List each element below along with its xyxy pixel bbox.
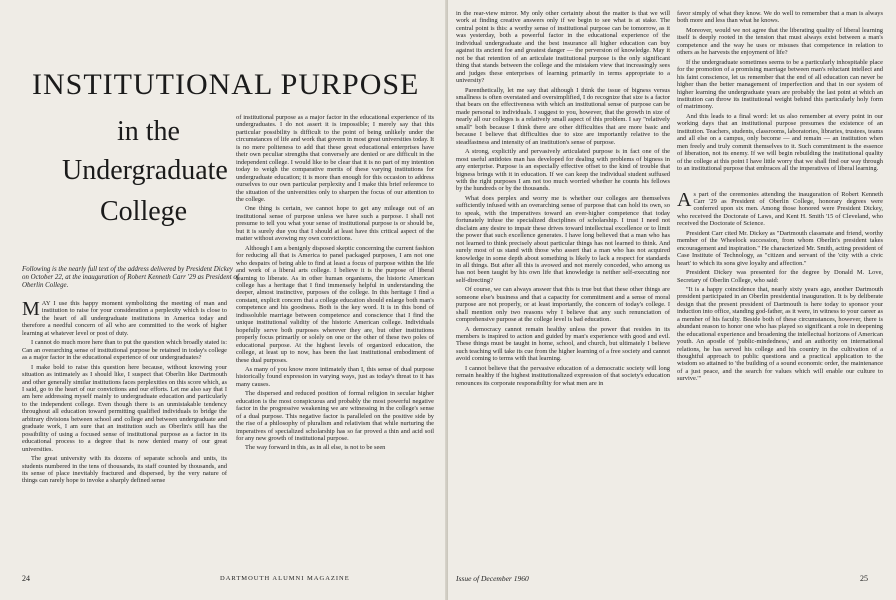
paragraph: Moreover, would we not agree that the liberating quality of liberal learning itself is deeply rooted in the tension that must always exist between a man's competence and the way he uses or misuses that competence in relation to others as he harvests the enjoyment of life? [677, 26, 883, 57]
article-intro: Following is the nearly full text of the address delivered by President Dickey on October 22, at the inauguration of Robert Kenneth Carr '29 as President of Oberlin College. [22, 266, 239, 289]
article-title-in: in the [117, 116, 180, 147]
article-title-line1: INSTITUTIONAL PURPOSE [32, 68, 420, 101]
paragraph: And this leads to a final word: let us also remember at every point in our working days that an institutional purpose presumes the existence of an institution. Teachers, students, classrooms, laboratories, libraries, trustees, teams and all else on a campus, only become — and remain — an institution when men freely and truly commit themselves to it. Such commitment is the essence of liberation, not its enemy. If we will begin rebuilding the institutional quality of the college at this point I have little worry that we shall find our way through to an institutional purpose that embraces all the imperatives of liberal learning. [677, 112, 883, 173]
paragraph: President Dickey was presented for the degree by Donald M. Love, Secretary of Oberlin College, who said: [677, 269, 883, 284]
issue-label: Issue of December 1960 [456, 574, 529, 583]
drop-cap: M [22, 298, 40, 320]
drop-cap: A [677, 188, 692, 211]
paragraph: in the rear-view mirror. My only other certainty about the matter is that we will work at finding creative answers only if we begin to see what is at stake. The central point is this: a worthy sense of institutional purpose can be tomorrow, as it was yesterday, both a powerful factor in the educational experience of the individual undergraduate and the best insurance all higher education can buy against its ancient foe and greatest danger — the perversion of knowledge. May it not be that retention of an articulate institutional purpose is the only significant thing that stands between the college and the mistaken view that increasingly sees and judges these enterprises of learning primarily in terms appropriate to a university? [456, 10, 670, 85]
paragraph: As many of you know more intimately than I, this sense of dual purpose historically found expression in varying ways, just as today's threat to it has many causes. [236, 365, 434, 388]
paragraph: President Carr cited Mr. Dickey as "Dartmouth classmate and friend, worthy member of the Wheelock succession, from whom Oberlin's president takes encouragement and inspiration." He characterized Mr. Smith, acting president of Case Institute of Technology, as "citizen and servant of the 'city with a civic heart' to which its sons give loyalty and affection." [677, 229, 883, 267]
paragraph: of institutional purpose as a major factor in the educational experience of its undergraduates. I do not assert it is impossible; I merely say that this particular possibility is difficult to the point of being unlikely under the circumstances of life and work that govern in most great universities today. It is no mere politeness to add that these great educational enterprises have their own peculiar strengths that conversely are denied or are difficult in the independent college. I would like to be clear that it is no part of my intention today to weigh the comparative merits of these varying institutions for undergraduate education; it is more than enough for this occasion to address ourselves to our own particular perplexity and I make this brief reference to the situation of the universities only to sharpen the focus of our attention to the college. [236, 114, 434, 203]
paragraph: The great university with its dozens of separate schools and units, its students numbered in the tens of thousands, its staff counted by thousands, and its sense of place inevitably fractured and dispersed, by the very nature of things can rarely hope to invoke a sharply defined sense [22, 455, 227, 485]
article-title-undergraduate: Undergraduate [62, 155, 228, 186]
paragraph: Although I am a benignly disposed skeptic concerning the current fashion for reducing all that is America to panel packaged purposes, I am not one who despairs of being able to find at least a focus of purpose within the life and work of a liberal arts college. I believe it is the purpose of liberal learning to liberate. As in other human organisms, the historic American college has a heritage that I find immensely helpful in understanding the deeper, almost instinctive, purposes of the college. In this heritage I find a constant, explicit concern that a college education should enlarge both man's competence and his goodness. Both is the key word. It is in this bond of indissoluble marriage between competence and conscience that I find the unique institutional validity of the historic American college. Individuals hopefully serve both purposes wherever they are, but other institutions properly focus primarily or solely on one or the other of these two poles of educational purpose. At the highest levels of organized education, the college, at least up to now, has been the last institutional embodiment of these dual purposes. [236, 244, 434, 364]
paragraph: "It is a happy coincidence that, nearly sixty years ago, another Dartmouth president participated in an Oberlin presidential inauguration. It is by deliberate design that the present president of Dartmouth is here today to sponsor your induction into office, standing god-father, as it were, in witness to your career as a member of his faculty. Beside both of these circumstances, however, there is abundant reason to honor one who has played so significant a role in deepening the educational experience and broadening the intellectual horizons of American youth. An apostle of 'public-mindedness,' and an authority on international relations, he has served his college and his country in the cultivation of a thoughtful approach to public questions and a practical application to the wisdom so attained to 'the building of a sound economic order, the maintenance of a just peace, and the search for values which will enable our culture to survive.'" [677, 285, 883, 383]
paragraph: What does perplex and worry me is whether our colleges are themselves sufficiently infused with an overarching sense of purpose that can hold its own, so to speak, with the imperatives toward an ever-higher competence that today fortunately infuse the specialized disciplines of scholarship. I trust I need not disclaim any desire to impair these drives toward intellectual excellence or to limit the power that such excellence generates. I have long believed that a man who has not learned to think precisely about particular things has not learned to think. And surely most of us stand with those who assert that a man who has not acquired knowledge in some depth about something is likely to lack a respect for standards in all things. But after all this is avowed and not merely conceded, who among us has not been taught by his own life that knowledge is neither self-executing nor self-directing? [456, 194, 670, 284]
paragraph: I make bold to raise this question here because, without knowing your situation as intimately as I should like, I suspect that Oberlin like Dartmouth and other generally similar institutions faces perplexities on this score which, as I said, go to the heart of our convictions and our efforts. Let me also say that I am here addressing myself mainly to undergraduate education and particularly to the independent college. Even though there is an unmistakable tendency throughout all education toward permitting qualified individuals to bridge the arbitrary divisions between school and college and between undergraduate and graduate work, I am sure that an institution such as Oberlin's still has the possibility of using a focused sense of institutional purpose as a factor in its educational process to a degree that is now denied many of our great universities. [22, 363, 227, 453]
magazine-name: DARTMOUTH ALUMNI MAGAZINE [220, 575, 350, 582]
page-number-right: 25 [860, 574, 868, 583]
paragraph: The way forward in this, as in all else, is not to be seen [245, 444, 386, 452]
paragraph: I cannot believe that the pervasive education of a democratic society will long remain healthy if the highest institutionalized expression of that society's education renounces its corporate responsibility for what men are in [456, 364, 670, 387]
paragraph: favor simply of what they know. We do well to remember that a man is always both more and less than what he knows. [677, 10, 883, 25]
left-column-1 [22, 300, 227, 487]
paragraph: Parenthetically, let me say that although I think the issue of bigness versus smallness is often overstated and oversimplified, I do recognize that size is a factor that bears on the effectiveness with which an institutional sense of purpose can be made personal to individuals. I suggest to you, however, that the growth in size of nearly all our colleges is a relatively small aspect of this problem. I say "relatively small" both because I think there are other difficulties that are more basic and because I believe that difficulties due to size are importantly relative to the steadfastness and intensity of an institution's sense of purpose. [456, 86, 670, 146]
paragraph: As part of the ceremonies attending the inauguration of Robert Kenneth Carr '29 as President of Oberlin College, honorary degrees were conferred upon six men. Among those honored were President Dickey, who received the Doctorate of Laws, and Kent H. Smith '15 of Cleveland, who received the Doctorate of Science. [677, 188, 883, 228]
paragraph: The dispersed and reduced position of formal religion in secular higher education is the most conspicuous and probably the most powerful negative factor in the progressive weakening we are witnessing in the college's sense of a dual purpose. This negative factor is paralleled on the positive side by the rise of a philosophy of pluralism and relativism that while nurturing the imperatives of specialized scholarship has so far proved a thin and acid soil for any new growth of institutional purpose. [236, 390, 434, 443]
paragraph: One thing is certain, we cannot hope to get any mileage out of an institutional sense of purpose unless we have such a purpose. I shall not presume to tell you what your sense of institutional purpose is or should be, but it is surely due you that I should at least have this critical aspect of the matter without avowing my own convictions. [236, 205, 434, 243]
paragraph: Of course, we can always answer that this is true but that these other things are someone else's business and that a capacity for commitment and a sense of moral purpose are not properly, or at least importantly, the concern of today's college. I shall mention only two reasons why I believe that any such renunciation of comprehensive purpose at the college level is bad education. [456, 286, 670, 324]
paragraph: If the undergraduate sometimes seems to be a particularly inhospitable place for the promotion of a promising marriage between man's reluctant intellect and his faint conscience, let us remember that the end of all education can never be higher than the better management of imperfection and that in our system of higher learning the undergraduate years are probably the last point at which an institution can throw its institutional weight behind this particularly holy form of matrimony. [677, 58, 883, 111]
page-number-left: 24 [22, 574, 30, 583]
right-page [448, 0, 896, 600]
article-title-college: College [100, 196, 188, 227]
left-column-2 [236, 114, 434, 454]
right-column-1 [456, 10, 670, 389]
paragraph: A democracy cannot remain healthy unless the power that resides in its members is inspired to action and guided by man's experience with good and evil. These things must be taught in home, school, and church, but ultimately I believe such teaching will take its cue from the higher learning of a free society and cannot avoid coming to terms with that learning. [456, 325, 670, 363]
paragraph: I cannot do much more here than to put the question which broadly stated is: Can an overarching sense of institutional purpose be retained in today's college as a major factor in the educational experience of our undergraduates? [22, 339, 227, 362]
paragraph: A strong, explicitly and pervasively articulated purpose is in fact one of the most useful antidotes man has developed for dealing with problems of bigness in any enterprise. Purpose is an especially effective offset to the kind of trouble that bigness brings with it in education. If we can keep the individual student suffused with the right purposes I am not too much worried whether he counts his fellows by the hundreds or by the thousands. [456, 148, 670, 193]
paragraph: MAY I use this happy moment symbolizing the meeting of man and institution to raise for your consideration a perplexity which is close to the heart of all undergraduate institutions in America today and therefore a needful concern of all who are committed to the work of higher learning at whatever level or post of duty. [22, 298, 227, 337]
right-column-2 [677, 10, 883, 385]
